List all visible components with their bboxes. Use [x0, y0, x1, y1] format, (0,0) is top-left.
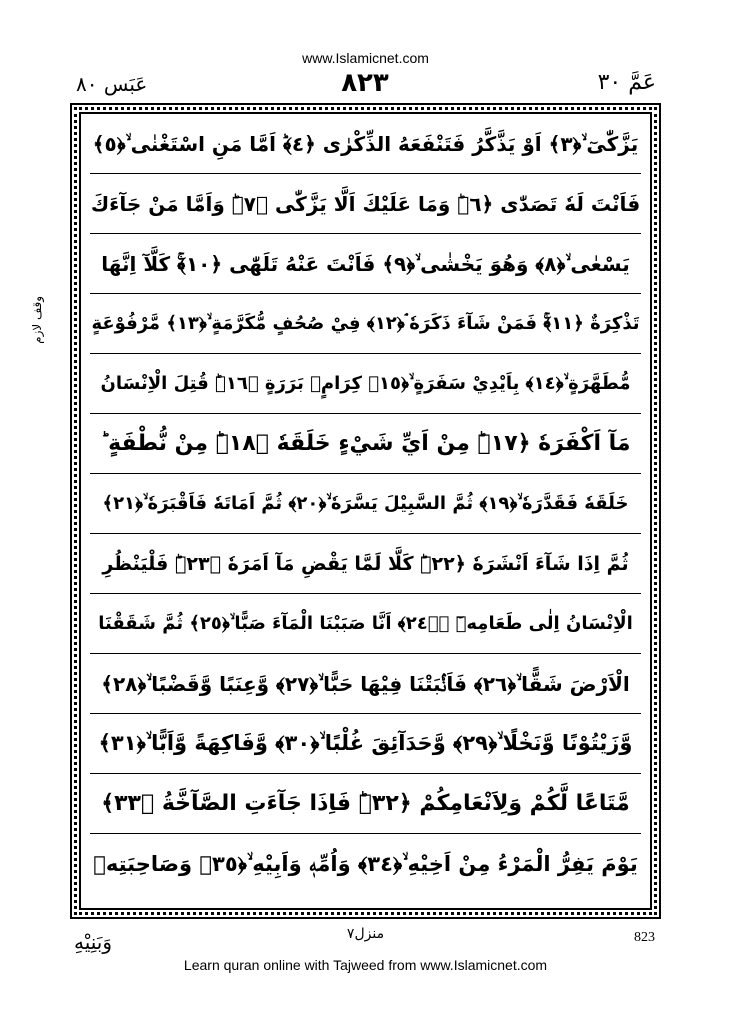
- verse-line-10: الْاَرْضَ شَقًّا ۙ﴿٢٦﴾ فَاَنْۢبَتْنَا فِيْهَا حَبًّا ۙ﴿٢٧﴾ وَّعِنَبًا وَّقَضْبًا ۙ﴿٢٨﴾: [90, 654, 641, 714]
- surah-name-label: عَبَس ٨٠: [76, 72, 148, 96]
- page-footer: [70, 918, 661, 958]
- next-page-catchword: وَبَنِيْهِ: [74, 930, 113, 954]
- verse-line-6: مَآ اَكْفَرَهٗ ﴿١٧﴾ؕ مِنْ اَيِّ شَيْءٍ خَلَقَهٗ ﴿١٨﴾ؕ مِنْ نُّطْفَةٍ ؕ: [90, 414, 641, 474]
- verse-line-5: مُّطَهَّرَةٍ ۙ﴿١٤﴾ بِاَيْدِيْ سَفَرَةٍ ۙ﴿١٥﴾ كِرَامٍۭ بَرَرَةٍ ﴿١٦﴾ؕ قُتِلَ الْاِنْسَانُ: [90, 354, 641, 414]
- verse-line-7: خَلَقَهٗ فَقَدَّرَهٗ ۙ﴿١٩﴾ ثُمَّ السَّبِيْلَ يَسَّرَهٗ ۙ﴿٢٠﴾ ثُمَّ اَمَاتَهٗ فَاَقْبَرَهٗ ۙ﴿٢١﴾: [90, 474, 641, 534]
- verse-line-4: تَذْكِرَةٌ ﴿١١﴾ۚ فَمَنْ شَآءَ ذَكَرَهٗ ۘ﴿١٢﴾ فِيْ صُحُفٍ مُّكَرَّمَةٍ ۙ﴿١٣﴾ مَّرْفُوْعَةٍ: [90, 294, 641, 354]
- verse-line-13: يَوْمَ يَفِرُّ الْمَرْءُ مِنْ اَخِيْهِ ۙ﴿٣٤﴾ وَاُمِّهٖ وَاَبِيْهِ ۙ﴿٣٥﴾ وَصَاحِبَتِهٖ: [93, 851, 638, 876]
- waqf-margin-note: وقف لازم: [30, 296, 44, 344]
- quran-page-frame: [70, 103, 661, 919]
- page-header: [70, 68, 660, 102]
- verse-line-11: وَّزَيْتُوْنًا وَّنَخْلًا ۙ﴿٢٩﴾ وَّحَدَآئِقَ غُلْبًا ۙ﴿٣٠﴾ وَّفَاكِهَةً وَّاَبًّا ۙ﴿٣١﴾: [90, 714, 641, 774]
- verse-line-12: مَّتَاعًا لَّكُمْ وَلِاَنْعَامِكُمْ ﴿٣٢﴾ؕ فَاِذَا جَآءَتِ الصَّآخَّةُ ﴿٣٣﴾: [90, 774, 641, 834]
- page-number: 823: [634, 930, 655, 945]
- bottom-website-url: Learn quran online with Tajweed from www.Islamicnet.com: [183, 957, 548, 973]
- verse-line-8: ثُمَّ اِذَا شَآءَ اَنْشَرَهٗ ﴿٢٢﴾ؕ كَلَّا لَمَّا يَقْضِ مَآ اَمَرَهٗ ﴿٢٣﴾ؕ فَلْيَنْظُرِ: [90, 534, 641, 594]
- verse-line-3: يَسْعٰى ۙ﴿٨﴾ وَهُوَ يَخْشٰى ۙ﴿٩﴾ فَاَنْتَ عَنْهُ تَلَهّٰى ﴿١٠﴾ۚ كَلَّآ اِنَّهَا: [90, 234, 641, 294]
- arabic-page-number: ٨٢٣: [341, 68, 389, 98]
- text-area: [79, 112, 652, 910]
- juz-label: عَمَّ ٣٠: [597, 70, 656, 95]
- manzil-label: منزل٧: [346, 926, 385, 942]
- top-website-url: www.Islamicnet.com: [302, 50, 429, 66]
- verse-line-9: الْاِنْسَانُ اِلٰى طَعَامِهٖٓ ۙ﴿٢٤﴾ اَنَّا صَبَبْنَا الْمَآءَ صَبًّا ۙ﴿٢٥﴾ ثُمَّ شَقَقْنَا: [90, 594, 641, 654]
- verse-line-1: يَزَّكّٰىٓ ۙ﴿٣﴾ اَوْ يَذَّكَّرُ فَتَنْفَعَهُ الذِّكْرٰى ﴿٤﴾ؕ اَمَّا مَنِ اسْتَغْنٰى ۙ﴿٥﴾: [90, 114, 641, 174]
- verse-line-2: فَاَنْتَ لَهٗ تَصَدّٰى ﴿٦﴾ؕ وَمَا عَلَيْكَ اَلَّا يَزَّكّٰى ﴿٧﴾ؕ وَاَمَّا مَنْ جَآءَكَ: [90, 174, 641, 234]
